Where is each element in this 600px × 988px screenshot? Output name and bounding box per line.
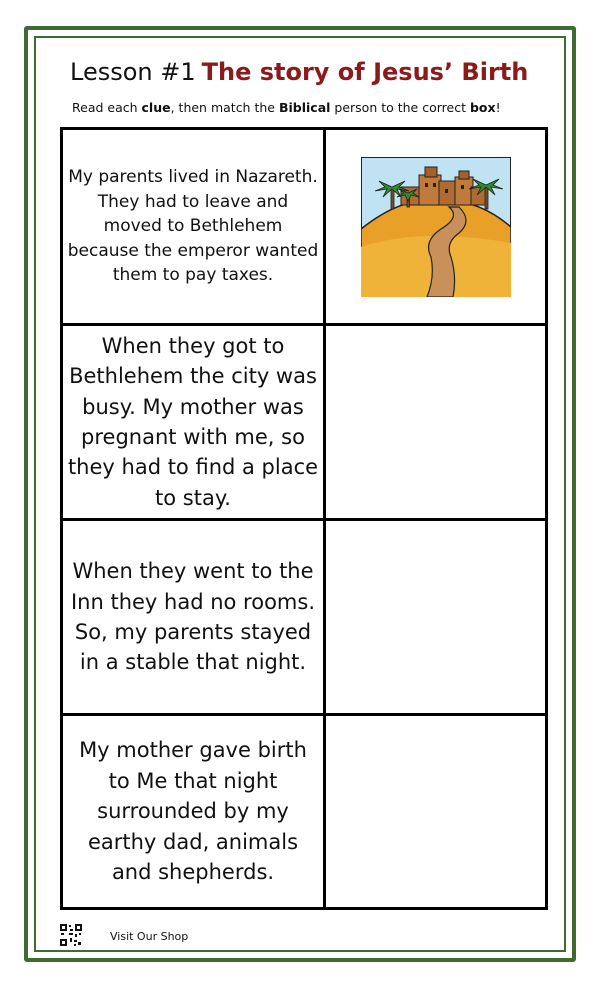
answer-box[interactable]: [325, 715, 547, 909]
table-row: [62, 325, 547, 520]
clue-text: My mother gave birth to Me that night surrounded by my earthy dad, animals and shepherds.: [79, 738, 307, 885]
table-row: [62, 520, 547, 715]
bethlehem-city-picture: [361, 157, 511, 297]
instructions-bold-biblical: Biblical: [278, 100, 331, 115]
answer-box[interactable]: [325, 520, 547, 715]
instructions-text-4: !: [495, 100, 501, 115]
page-title: [70, 58, 528, 86]
lesson-number: Lesson #1: [70, 58, 196, 86]
clue-cell: [62, 715, 325, 909]
clue-text: When they got to Bethlehem the city was busy. My mother was pregnant with me, so they had to find a place to stay.: [67, 333, 319, 510]
clue-text: When they went to the Inn they had no rooms. So, my parents stayed in a stable that night.: [70, 559, 315, 675]
instructions-bold-clue: clue: [141, 100, 171, 115]
instructions: [72, 100, 501, 115]
visit-shop-link[interactable]: Visit Our Shop: [110, 930, 189, 943]
instructions-bold-box: box: [469, 100, 496, 115]
answer-box[interactable]: [325, 325, 547, 520]
instructions-text-2: , then match the: [170, 100, 279, 115]
clue-cell: [62, 129, 325, 325]
instructions-text-3: person to the correct: [330, 100, 470, 115]
answer-box[interactable]: [325, 129, 547, 325]
qr-code-icon[interactable]: [60, 924, 82, 946]
table-row: [62, 129, 547, 325]
clue-cell: [62, 520, 325, 715]
story-title: The story of Jesus’ Birth: [201, 58, 529, 86]
instructions-text-1: Read each: [72, 100, 142, 115]
clue-cell: [62, 325, 325, 520]
matching-table: [60, 127, 548, 910]
table-row: [62, 715, 547, 909]
clue-text: My parents lived in Nazareth. They had to leave and moved to Bethlehem because the emperor wanted them to pay taxes.: [67, 166, 319, 286]
